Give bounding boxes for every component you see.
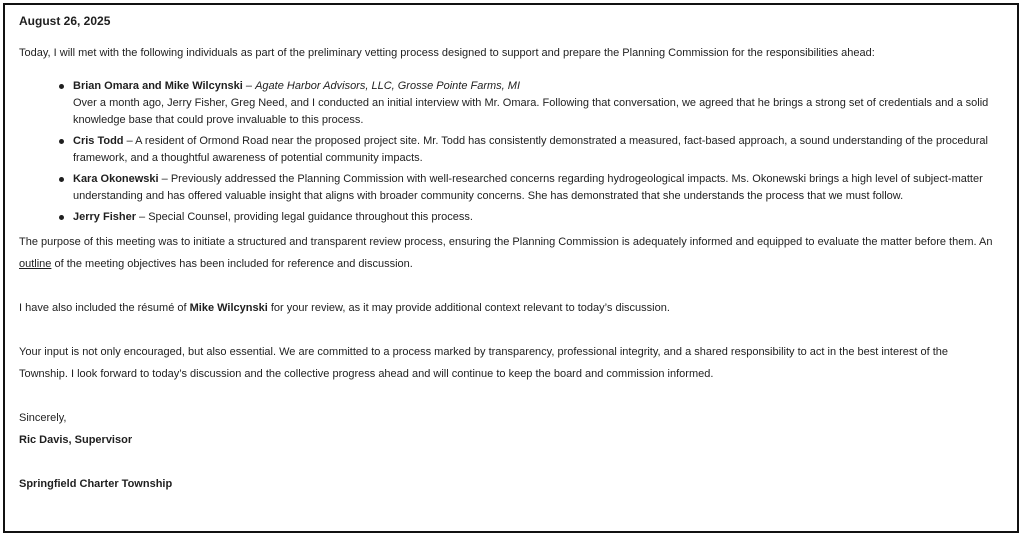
resume-name: Mike Wilcynski xyxy=(189,302,268,314)
intro-paragraph: Today, I will met with the following individuals as part of the preliminary vetting process designed to support and prepare the Planning Commission for the responsibilities ahead: xyxy=(19,47,875,59)
document-frame xyxy=(3,3,1019,533)
attendee-name: Jerry Fisher xyxy=(73,211,136,223)
attendee-name: Brian Omara and Mike Wilcynski xyxy=(73,80,243,92)
attendee-description: Special Counsel, providing legal guidance throughout this process. xyxy=(148,211,473,223)
resume-text-end: for your review, as it may provide additional context relevant to today’s discussion. xyxy=(267,302,670,314)
spacer xyxy=(19,275,999,297)
spacer xyxy=(19,385,999,407)
list-item xyxy=(73,133,999,167)
separator: – xyxy=(242,80,256,92)
spacer xyxy=(19,451,999,473)
list-item xyxy=(73,209,999,226)
separator: – xyxy=(123,135,136,147)
attendee-description: Previously addressed the Planning Commission with well-researched concerns regarding hydrogeological impacts. Ms. Okonewski brings a high level of subject-matter understanding and has offered valuable insight that aligns with broader community concerns. She has demonstrated that she understands the process that we must follow. xyxy=(73,173,983,202)
resume-text: I have also included the résumé of xyxy=(19,302,190,314)
purpose-text: The purpose of this meeting was to initiate a structured and transparent review process, ensuring the Planning Commission is adequately informed and equipped to evaluate the matter before them. An xyxy=(19,236,993,248)
signature: Ric Davis, Supervisor xyxy=(19,434,133,446)
list-item xyxy=(73,171,999,205)
sign-off: Sincerely, xyxy=(19,412,67,424)
attendee-affiliation: Agate Harbor Advisors, LLC, Grosse Pointe Farms, MI xyxy=(255,80,521,92)
letter-date: August 26, 2025 xyxy=(19,14,111,28)
attendee-name: Kara Okonewski xyxy=(73,173,159,185)
separator: – xyxy=(135,211,149,223)
purpose-paragraph xyxy=(19,231,999,275)
letter-body xyxy=(19,13,999,495)
resume-paragraph xyxy=(19,297,999,319)
attendee-name: Cris Todd xyxy=(73,135,124,147)
attendee-description: Over a month ago, Jerry Fisher, Greg Need, and I conducted an initial interview with Mr. Omara. Following that conversation, we agreed that he brings a strong set of credentials and a solid knowledge base that could prove invaluable to this process. xyxy=(73,97,989,126)
organization-name: Springfield Charter Township xyxy=(19,478,173,490)
outline-link[interactable]: outline xyxy=(19,258,52,270)
separator: – xyxy=(158,173,171,185)
list-item xyxy=(73,78,999,129)
attendee-list xyxy=(19,78,999,226)
closing-paragraph: Your input is not only encouraged, but also essential. We are committed to a process marked by transparency, professional integrity, and a shared responsibility to act in the best interest of the Township. I look forward to today’s discussion and the collective progress ahead and will continue to keep the board and commission informed. xyxy=(19,346,948,380)
purpose-text-end: of the meeting objectives has been included for reference and discussion. xyxy=(51,258,413,270)
spacer xyxy=(19,319,999,341)
attendee-description: A resident of Ormond Road near the proposed project site. Mr. Todd has consistently demonstrated a measured, fact-based approach, a sound understanding of the procedural framework, and a thoughtful awareness of potential community impacts. xyxy=(73,135,988,164)
